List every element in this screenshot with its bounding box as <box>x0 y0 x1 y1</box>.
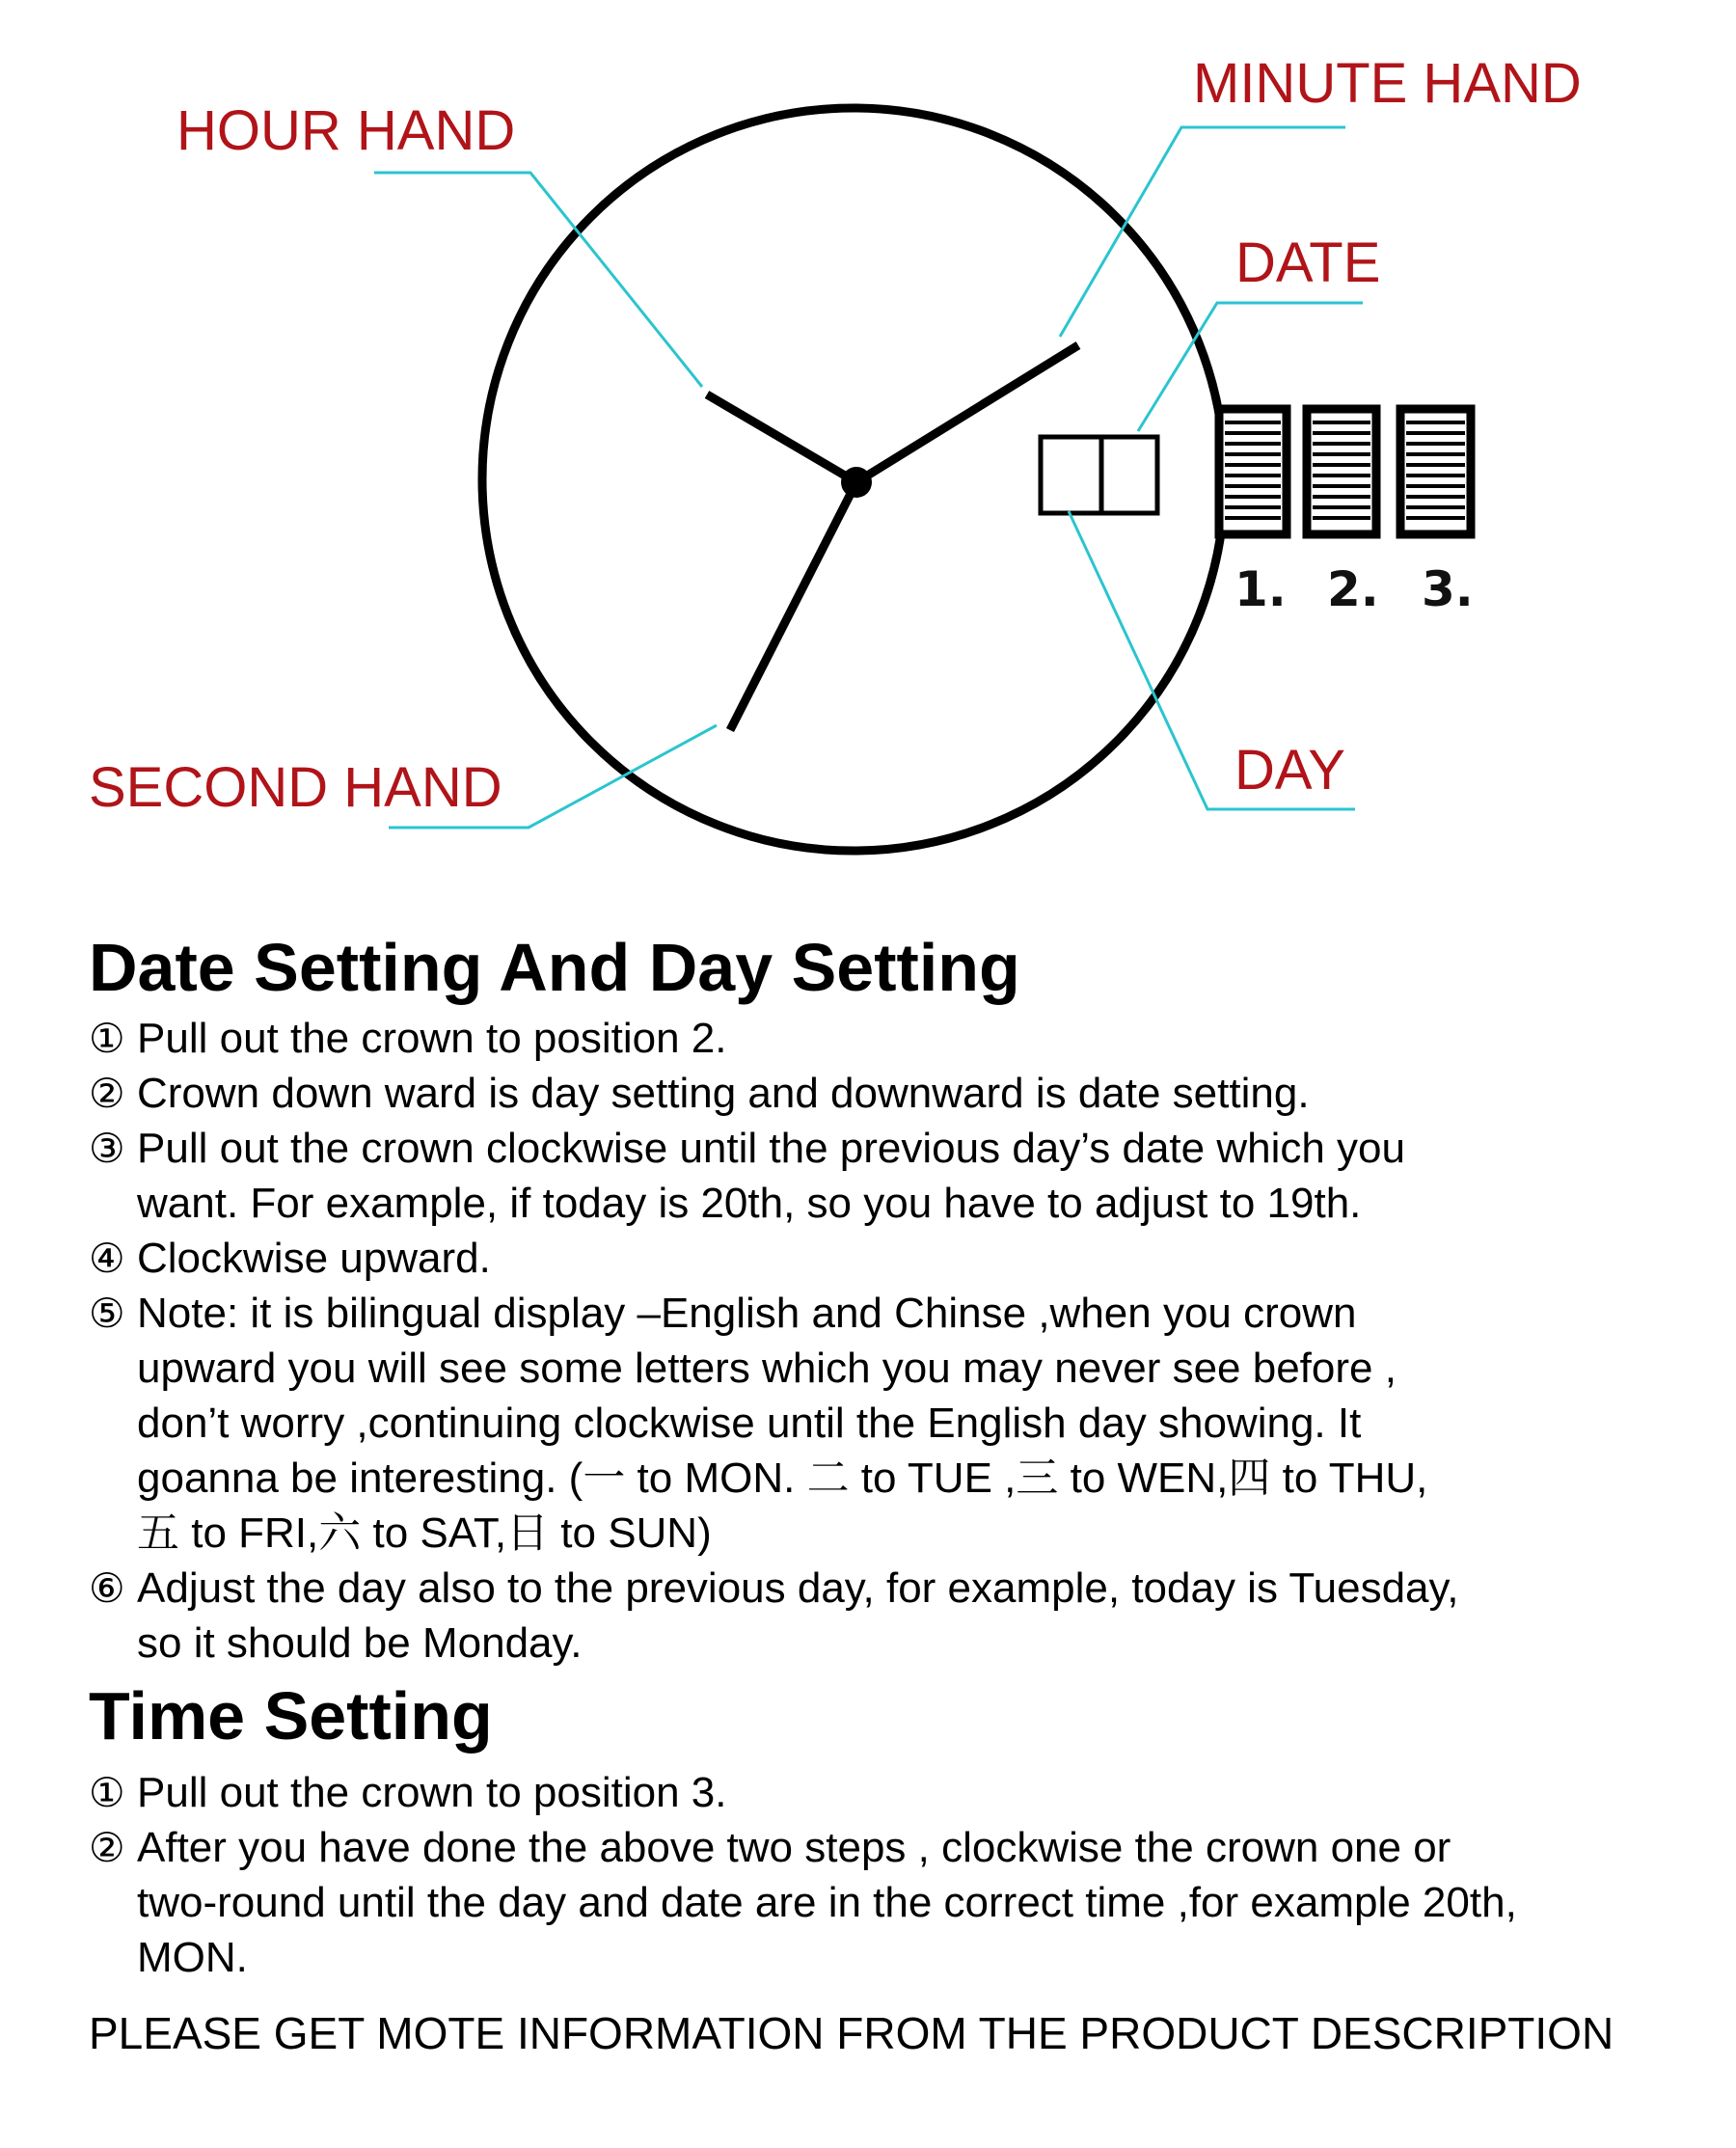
crown-position-number-1: 1. <box>1234 561 1287 617</box>
crown-position-icon <box>1219 409 1471 534</box>
watch-movement-diagram <box>0 0 1736 887</box>
step-text: Pull out the crown to position 2. <box>137 1015 727 1062</box>
second-hand-label: SECOND HAND <box>89 756 502 819</box>
step-text: After you have done the above two steps , clockwise the crown one or two-round until the day and date are in the correct time ,for example 20th, MON. <box>137 1824 1517 1981</box>
step-marker: ② <box>89 1824 125 1871</box>
time-section-title: Time Setting <box>89 1678 493 1754</box>
time-step-2 <box>89 1820 1709 1985</box>
step-marker: ② <box>89 1070 125 1117</box>
date-step-3 <box>89 1121 1709 1231</box>
step-marker: ⑥ <box>89 1564 125 1612</box>
step-marker: ① <box>89 1769 125 1816</box>
step-text: Pull out the crown to position 3. <box>137 1769 727 1816</box>
date-steps-list <box>89 1011 1709 1671</box>
center-pinion <box>841 467 872 498</box>
hour-hand-label: HOUR HAND <box>176 99 516 162</box>
crown-position-1-slot <box>1219 409 1287 534</box>
crown-position-number-2: 2. <box>1327 561 1379 617</box>
step-marker: ⑤ <box>89 1290 125 1337</box>
step-text: Clockwise upward. <box>137 1235 491 1282</box>
crown-position-3-slot <box>1400 409 1471 534</box>
date-day-window <box>1041 437 1157 513</box>
step-text: Crown down ward is day setting and downward is date setting. <box>137 1070 1310 1117</box>
step-text: Adjust the day also to the previous day, for example, today is Tuesday, so it should be Monday. <box>137 1564 1459 1667</box>
date-step-5 <box>89 1286 1709 1561</box>
step-text: Note: it is bilingual display –English and Chinse ,when you crown upward you will see some letters which you may never see before , don’t worry ,continuing clockwise until the English day showing. It goanna be interesting. (一 to MON. 二 to TUE ,三 to WEN,四 to THU, 五 to FRI,六 to SAT,日 to SUN) <box>137 1290 1428 1557</box>
time-step-1 <box>89 1765 1709 1820</box>
day-label: DAY <box>1234 739 1345 802</box>
second-hand <box>730 482 856 730</box>
date-label: DATE <box>1235 231 1381 294</box>
step-marker: ④ <box>89 1235 125 1282</box>
time-steps-list <box>89 1765 1709 1985</box>
crown-position-number-3: 3. <box>1422 561 1474 617</box>
minute-hand-label: MINUTE HAND <box>1193 52 1582 115</box>
footer-note: PLEASE GET MOTE INFORMATION FROM THE PRODUCT DESCRIPTION <box>89 2008 1614 2058</box>
instructions <box>89 924 1709 1985</box>
date-step-1 <box>89 1011 1709 1066</box>
date-step-4 <box>89 1231 1709 1286</box>
step-marker: ① <box>89 1015 125 1062</box>
date-section-title: Date Setting And Day Setting <box>89 930 1020 1005</box>
date-step-2 <box>89 1066 1709 1121</box>
crown-position-2-slot <box>1307 409 1376 534</box>
hour-hand <box>707 394 856 482</box>
step-text: Pull out the crown clockwise until the previous day’s date which you want. For example, if today is 20th, so you have to adjust to 19th. <box>137 1125 1405 1227</box>
date-step-6 <box>89 1561 1709 1671</box>
step-marker: ③ <box>89 1125 125 1172</box>
